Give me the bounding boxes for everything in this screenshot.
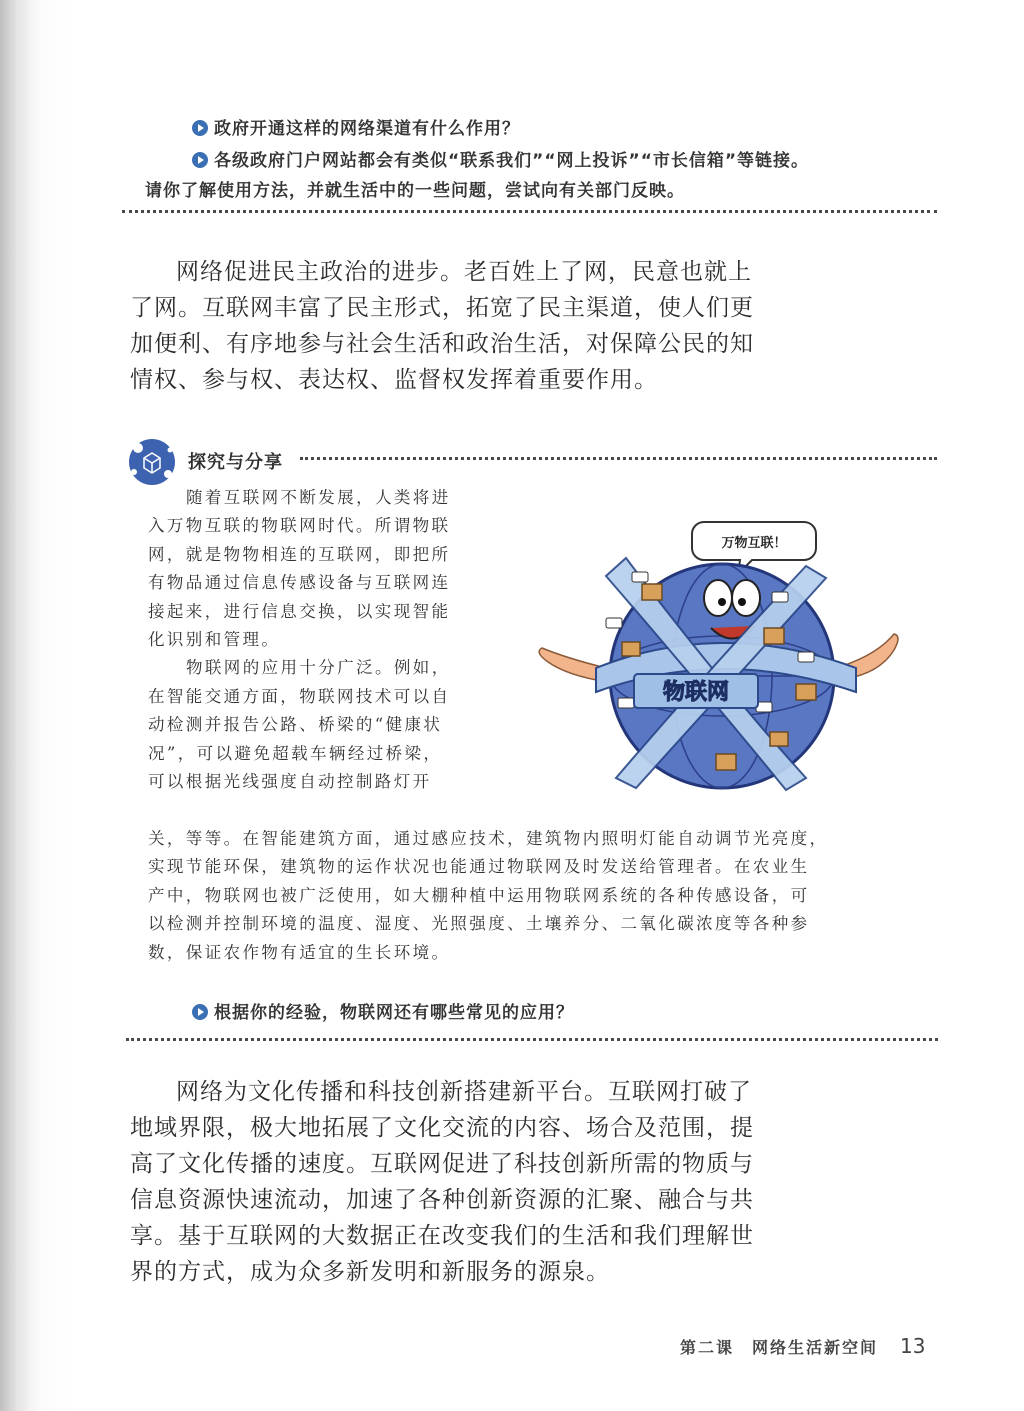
question-top-1: 政府开通这样的网络渠道有什么作用？: [192, 114, 520, 139]
body-paragraph-democracy: 网络促进民主政治的进步。老百姓上了网，民意也就上 了网。互联网丰富了民主形式，拓宽了民主渠道，使人们更 加便利、有序地参与社会生活和政治生活，对保障公民的知 情权、参与权、表达权、监督权发挥着重要作用。: [130, 259, 754, 393]
explore-text-wide: 关，等等。在智能建筑方面，通过感应技术，建筑物内照明灯能自动调节光亮度， 实现节能环保，建筑物的运作状况也能通过物联网及时发送给管理者。在农业生 产中，物联网也被广泛使用，如大棚种植中运用物联网系统的各种传感设备，可 以检测并控制环境的温度、湿度、光照强度、土壤养分、二氧化碳浓度等各种参 数，保证农作物有适宜的生长环境。: [148, 829, 829, 962]
title-dotted-rule: [300, 457, 937, 460]
book-spine-shadow: [0, 0, 30, 1411]
dotted-divider: [126, 1038, 938, 1041]
arrow-bullet-icon: [192, 1004, 208, 1020]
explore-share-icon: [124, 436, 180, 486]
iot-banner-text: 物联网: [662, 680, 730, 705]
page-footer: [680, 1334, 925, 1358]
speech-bubble-text: 万物互联！: [721, 536, 787, 551]
arrow-bullet-icon: [192, 152, 208, 168]
explore-share-title: 探究与分享: [188, 452, 283, 473]
dotted-divider: [122, 210, 937, 213]
page-number: 13: [900, 1334, 926, 1358]
question-top-2-continued: 请你了解使用方法，并就生活中的一些问题，尝试向有关部门反映。: [145, 181, 685, 201]
question-explore: 根据你的经验，物联网还有哪些常见的应用？: [192, 998, 574, 1023]
question-top-2: 各级政府门户网站都会有类似“联系我们”“网上投诉”“市长信箱”等链接。: [192, 146, 809, 171]
body-paragraph-culture: 网络为文化传播和科技创新搭建新平台。互联网打破了 地域界限，极大地拓展了文化交流的内容、场合及范围，提 高了文化传播的速度。互联网促进了科技创新所需的物质与 信息资源快速流动，加速了各种创新资源的汇聚、融合与共 享。基于互联网的大数据正在改变我们的生活和我们理解世 界的方式，成为众多新发明和新服务的源泉。: [130, 1079, 754, 1285]
iot-globe-illustration: [536, 518, 900, 800]
explore-text-narrow: 随着互联网不断发展，人类将进 入万物互联的物联网时代。所谓物联 网，就是物物相连的互联网，即把所 有物品通过信息传感设备与互联网连 接起来，进行信息交换，以实现智能 化识别和管理。 物联网的应用十分广泛。例如， 在智能交通方面，物联网技术可以自 动检测并报告公路、桥梁的“健康状 况”，可以避免超载车辆经过桥梁， 可以根据光线强度自动控制路灯开: [148, 488, 451, 792]
lesson-title: 第二课 网络生活新空间: [680, 1338, 879, 1357]
arrow-bullet-icon: [192, 120, 208, 136]
